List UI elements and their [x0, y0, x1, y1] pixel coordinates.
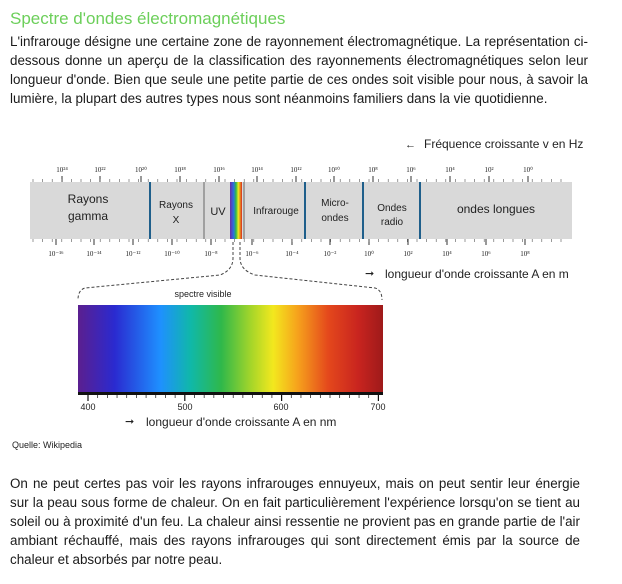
frequency-tick-label: 10²	[484, 166, 494, 174]
wavelength-tick-label: 10⁰	[364, 250, 374, 258]
wavelength-tick-label: 10⁸	[520, 250, 530, 258]
visible-light-strip	[230, 182, 242, 239]
wavelength-tick-label: 10⁻¹²	[125, 250, 141, 258]
nm-tick-label: 600	[273, 402, 289, 412]
wavelength-tick-label: 10²	[403, 250, 413, 258]
em-spectrum-diagram	[0, 130, 622, 460]
frequency-tick-label: 10⁶	[406, 166, 416, 174]
page-title: Spectre d'ondes électromagnétiques	[10, 9, 286, 28]
visible-spectrum-gradient	[78, 305, 383, 392]
band-uv-label: UV	[210, 206, 226, 218]
wavelength-tick-label: 10⁻¹⁴	[86, 250, 102, 258]
band-infrared-label: Infrarouge	[253, 206, 299, 217]
nm-arrow-icon: ➞	[125, 416, 135, 428]
band-xray-label: X	[172, 215, 180, 226]
band-xray-label: Rayons	[159, 200, 193, 211]
wavelength-tick-label: 10⁻¹⁰	[164, 250, 180, 258]
frequency-tick-label: 10¹⁰	[328, 166, 340, 174]
band-radio-label: Ondes	[377, 203, 407, 214]
band-microwave-label: ondes	[321, 213, 349, 224]
outro-paragraph: On ne peut certes pas voir les rayons infrarouges ennuyeux, mais on peut sentir leur énergie sur la peau sous forme de chaleur. On en fait particulièrement l'expérience lorsqu'on se tient au soleil ou à proximité d'un feu. La chaleur ainsi ressentie ne provient pas en grande partie de l'air ambiant réchauffé, mais des rayons infrarouges qui sont directement émis par la source de chaleur et absorbés par notre peau.	[10, 476, 580, 567]
frequency-tick-label: 10¹⁴	[251, 166, 263, 174]
nm-tick-label: 700	[370, 402, 386, 412]
frequency-axis-label: Fréquence croissante v en Hz	[424, 137, 584, 151]
wavelength-axis-label: longueur d'onde croissante A en m	[385, 267, 569, 281]
band-microwave-label: Micro-	[321, 198, 349, 209]
nm-axis-label: longueur d'onde croissante A en nm	[146, 415, 337, 429]
frequency-tick-label: 10²⁰	[135, 166, 147, 174]
intro-paragraph: L'infrarouge désigne une certaine zone de rayonnement électromagnétique. La représentation ci-dessous donne un aperçu de la classification des rayonnements électromagnétiques selon leur longueur d'onde. Bien que seule une petite partie de ces ondes soit visible pour nous, à savoir la lumière, la plupart des autres types nous sont néanmoins familiers dans la vie quotidienne.	[10, 34, 588, 106]
nm-tick-label: 400	[80, 402, 96, 412]
wavelength-tick-label: 10⁴	[442, 250, 452, 258]
frequency-tick-label: 10²²	[94, 166, 106, 174]
wavelength-tick-label: 10⁻²	[323, 250, 337, 258]
band-radio-label: radio	[380, 217, 404, 228]
nm-tick-label: 500	[177, 402, 193, 412]
frequency-tick-label: 10⁴	[445, 166, 455, 174]
zoom-connector-right	[240, 242, 382, 300]
frequency-tick-label: 10¹⁸	[174, 166, 186, 174]
wavelength-tick-label: 10⁻⁶	[245, 250, 259, 258]
wavelength-tick-label: 10⁻¹⁶	[48, 250, 64, 258]
nm-axis	[78, 392, 383, 395]
band-gamma-label: gamma	[67, 209, 109, 223]
frequency-tick-labels	[33, 166, 561, 182]
frequency-tick-label: 10⁸	[368, 166, 378, 174]
wavelength-tick-label: 10⁻⁴	[285, 250, 299, 258]
frequency-tick-label: 10⁰	[523, 166, 533, 174]
wavelength-tick-label: 10⁻⁸	[204, 250, 218, 258]
wavelength-tick-labels	[33, 239, 561, 258]
frequency-tick-label: 10²⁴	[56, 166, 68, 174]
band-gamma-label: Rayons	[67, 192, 109, 206]
source-credit: Quelle: Wikipedia	[12, 440, 83, 450]
frequency-tick-label: 10¹⁶	[213, 166, 225, 174]
frequency-arrow-icon: ←	[405, 139, 416, 151]
band-long-waves-label: ondes longues	[456, 202, 536, 216]
frequency-tick-label: 10¹²	[290, 166, 302, 174]
wavelength-tick-label: 10⁶	[481, 250, 491, 258]
visible-spectrum-label: spectre visible	[174, 289, 232, 299]
wavelength-arrow-icon: ➞	[365, 268, 375, 280]
